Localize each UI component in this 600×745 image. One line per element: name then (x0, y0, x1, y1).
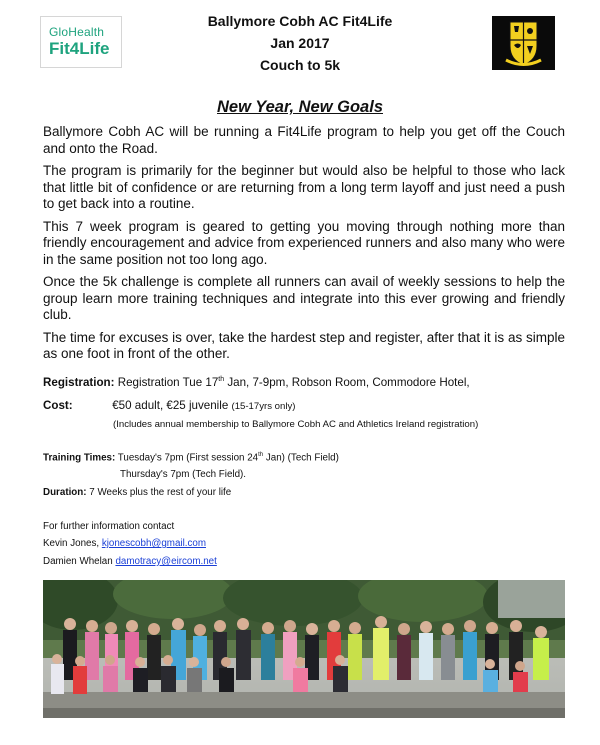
membership-note: (Includes annual membership to Ballymore Cobh AC and Athletics Ireland registration) (113, 419, 479, 430)
logo-line1: GloHealth (49, 25, 105, 39)
contact-person1-name: Kevin Jones, (43, 538, 100, 549)
header-date: Jan 2017 (270, 35, 330, 51)
registration-sup: th (218, 376, 225, 384)
header-title: Ballymore Cobh AC Fit4Life (207, 13, 393, 29)
training-line (43, 452, 339, 463)
intro-paragraphs (43, 124, 565, 369)
training-line2: Thursday's 7pm (Tech Field). (120, 469, 247, 480)
header-subtitle: Couch to 5k (259, 57, 341, 73)
paragraph: Once the 5k challenge is complete all runners can avail of weekly sessions to help the group learn more training techniques and integrate into this ever growing and friendly club. (43, 274, 565, 322)
glohealth-logo (40, 16, 122, 68)
contact-intro: For further information contact (43, 521, 175, 532)
duration-label: Duration: (43, 487, 87, 498)
cost-label: Cost: (43, 399, 73, 412)
duration-value: 7 Weeks plus the rest of your life (89, 487, 232, 498)
contact-person1-email-link[interactable]: kjonescobh@gmail.com (101, 538, 206, 549)
paragraph: This 7 week program is geared to getting you moving through nothing more than friendly encouragement and advice from experienced runners and also many who were in the same position not too long ago. (43, 218, 565, 267)
flyer-header (150, 10, 450, 76)
training-line1-post: Jan) (Tech Field) (263, 452, 339, 464)
training-label: Training Times: (43, 452, 116, 464)
registration-text-post: Jan, 7-9pm, Robson Room, Commodore Hotel, (224, 376, 470, 389)
crest-shield-icon (492, 16, 555, 70)
registration-line (43, 376, 470, 389)
group-photo-image (43, 580, 565, 718)
training-line1-pre: Tuesday's 7pm (First session 24 (117, 452, 259, 464)
club-crest (492, 16, 555, 70)
contact-person2-name: Damien Whelan (43, 556, 113, 567)
training-sup: th (258, 452, 264, 458)
cost-line (43, 399, 295, 412)
headline: New Year, New Goals (217, 98, 383, 116)
contact-person1 (43, 538, 206, 549)
logo-line2: Fit4Life (49, 39, 110, 58)
group-photo (43, 580, 565, 718)
contact-person2-email-link[interactable]: damotracy@eircom.net (115, 556, 217, 567)
registration-label: Registration: (43, 376, 115, 389)
registration-text-pre: Registration Tue 17 (117, 376, 219, 389)
paragraph: Ballymore Cobh AC will be running a Fit4Life program to help you get off the Couch and onto the Road. (43, 124, 565, 156)
cost-age-note: (15-17yrs only) (231, 401, 296, 412)
contact-person2 (43, 556, 217, 567)
cost-value: €50 adult, €25 juvenile (112, 399, 229, 412)
duration-line (43, 487, 231, 498)
paragraph: The program is primarily for the beginner but would also be helpful to those who lack that little bit of confidence or are returning from a long term layoff and just need a push to get back into a routine. (43, 163, 565, 211)
paragraph: The time for excuses is over, take the hardest step and register, after that it is as simple as one foot in front of the other. (43, 329, 565, 361)
